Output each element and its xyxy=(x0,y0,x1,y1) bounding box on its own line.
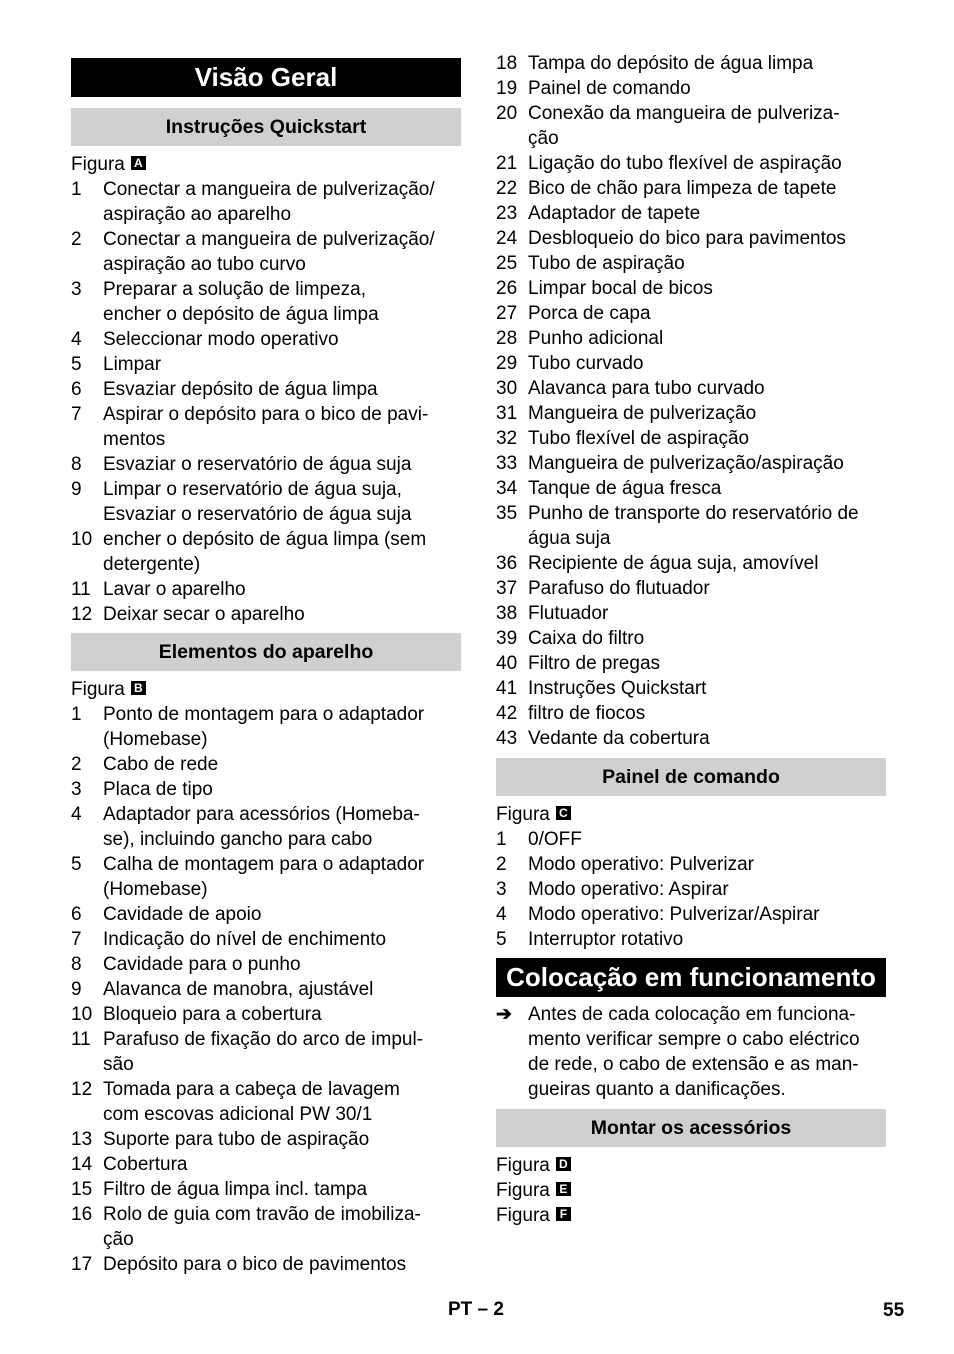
item-text: Seleccionar modo operativo xyxy=(103,329,339,350)
item-text: Preparar a solução de limpeza, xyxy=(103,279,366,300)
list-item xyxy=(496,927,886,952)
item-number: 11 xyxy=(71,1029,91,1050)
figure-ref-f xyxy=(496,1203,886,1228)
list-item xyxy=(71,1152,461,1177)
list-item xyxy=(496,676,886,701)
item-text: Cavidade para o punho xyxy=(103,954,301,975)
list-item xyxy=(71,1252,461,1277)
item-text: Punho adicional xyxy=(528,328,664,349)
item-number: 34 xyxy=(496,478,518,499)
item-number: 12 xyxy=(71,1079,93,1100)
item-text: Mangueira de pulverização/aspiração xyxy=(528,453,844,474)
item-text: são xyxy=(103,1054,134,1075)
item-text: Porca de capa xyxy=(528,303,651,324)
item-text: Esvaziar o reservatório de água suja xyxy=(103,504,412,525)
item-text: Bloqueio para a cobertura xyxy=(103,1004,322,1025)
list-item xyxy=(496,626,886,651)
item-text: aspiração ao aparelho xyxy=(103,204,292,225)
list-item xyxy=(71,877,461,902)
item-text: Esvaziar o reservatório de água suja xyxy=(103,454,412,475)
item-text: Alavanca de manobra, ajustável xyxy=(103,979,374,1000)
item-number: 28 xyxy=(496,328,518,349)
list-item xyxy=(71,402,461,427)
list-item xyxy=(496,827,886,852)
figure-label: Figura B xyxy=(71,677,146,702)
list-item xyxy=(496,251,886,276)
list-item xyxy=(71,302,461,327)
notice-line: de rede, o cabo de extensão e as man- xyxy=(528,1054,859,1075)
item-number: 6 xyxy=(71,379,82,400)
list-item xyxy=(496,877,886,902)
item-text: Depósito para o bico de pavimentos xyxy=(103,1254,407,1275)
item-number: 31 xyxy=(496,403,518,424)
item-text: Recipiente de água suja, amovível xyxy=(528,553,819,574)
item-number: 27 xyxy=(496,303,518,324)
item-text: Filtro de pregas xyxy=(528,653,661,674)
item-text: Interruptor rotativo xyxy=(528,929,684,950)
item-text: Cavidade de apoio xyxy=(103,904,262,925)
item-number: 26 xyxy=(496,278,518,299)
figure-letter-icon: F xyxy=(556,1207,571,1221)
item-text: Mangueira de pulverização xyxy=(528,403,757,424)
item-number: 25 xyxy=(496,253,518,274)
item-number: 30 xyxy=(496,378,518,399)
item-number: 17 xyxy=(71,1254,93,1275)
figure-ref-a xyxy=(71,152,461,177)
heading-control-panel: Painel de comando xyxy=(496,758,886,796)
item-text: Modo operativo: Aspirar xyxy=(528,879,729,900)
item-text: Parafuso do flutuador xyxy=(528,578,710,599)
item-text: Suporte para tubo de aspiração xyxy=(103,1129,370,1150)
list-item xyxy=(71,477,461,502)
item-number: 1 xyxy=(71,179,82,200)
item-text: (Homebase) xyxy=(103,729,208,750)
list-item xyxy=(71,1002,461,1027)
item-text: Cobertura xyxy=(103,1154,188,1175)
item-number: 20 xyxy=(496,103,518,124)
item-number: 10 xyxy=(71,529,93,550)
list-item xyxy=(71,502,461,527)
item-text: Calha de montagem para o adaptador xyxy=(103,854,425,875)
item-number: 7 xyxy=(71,929,82,950)
item-number: 21 xyxy=(496,153,518,174)
item-number: 1 xyxy=(496,829,507,850)
item-text: ção xyxy=(528,128,559,149)
item-number: 16 xyxy=(71,1204,93,1225)
list-item xyxy=(496,351,886,376)
list-item xyxy=(496,551,886,576)
list-item xyxy=(71,827,461,852)
list-item xyxy=(496,701,886,726)
list-item xyxy=(71,702,461,727)
item-text: Vedante da cobertura xyxy=(528,728,710,749)
item-text: Limpar bocal de bicos xyxy=(528,278,713,299)
item-number: 13 xyxy=(71,1129,93,1150)
item-text: se), incluindo gancho para cabo xyxy=(103,829,373,850)
notice-line: Antes de cada colocação em funciona- xyxy=(528,1004,856,1025)
figure-letter-icon: B xyxy=(131,681,146,695)
item-text: água suja xyxy=(528,528,611,549)
item-number: 14 xyxy=(71,1154,93,1175)
item-text: Desbloqueio do bico para pavimentos xyxy=(528,228,846,249)
item-text: Conexão da mangueira de pulveriza- xyxy=(528,103,840,124)
list-item xyxy=(496,902,886,927)
list-item xyxy=(496,476,886,501)
list-item xyxy=(71,927,461,952)
footer-section-label: PT – 2 xyxy=(448,1299,504,1320)
item-number: 5 xyxy=(496,929,507,950)
item-number: 39 xyxy=(496,628,518,649)
list-item xyxy=(496,151,886,176)
list-item xyxy=(496,226,886,251)
item-number: 12 xyxy=(71,604,93,625)
list-item xyxy=(71,902,461,927)
list-item xyxy=(71,377,461,402)
item-number: 15 xyxy=(71,1179,93,1200)
item-text: ção xyxy=(103,1229,134,1250)
item-number: 3 xyxy=(496,879,507,900)
list-item xyxy=(496,176,886,201)
item-text: Caixa do filtro xyxy=(528,628,645,649)
item-number: 40 xyxy=(496,653,518,674)
item-number: 33 xyxy=(496,453,518,474)
list-item xyxy=(496,101,886,126)
section-title-startup: Colocação em funcionamento xyxy=(496,958,886,997)
item-text: Adaptador para acessórios (Homeba- xyxy=(103,804,420,825)
item-number: 2 xyxy=(496,854,507,875)
list-item xyxy=(71,577,461,602)
item-number: 6 xyxy=(71,904,82,925)
item-text: Ligação do tubo flexível de aspiração xyxy=(528,153,842,174)
item-text: detergente) xyxy=(103,554,201,575)
item-text: encher o depósito de água limpa xyxy=(103,304,379,325)
item-text: Adaptador de tapete xyxy=(528,203,701,224)
item-text: Tomada para a cabeça de lavagem xyxy=(103,1079,400,1100)
item-text: com escovas adicional PW 30/1 xyxy=(103,1104,373,1125)
list-item xyxy=(71,427,461,452)
item-number: 3 xyxy=(71,779,82,800)
item-number: 2 xyxy=(71,754,82,775)
item-number: 42 xyxy=(496,703,518,724)
item-text: Limpar xyxy=(103,354,162,375)
list-item xyxy=(496,201,886,226)
item-text: Tubo curvado xyxy=(528,353,644,374)
list-item xyxy=(496,326,886,351)
item-number: 9 xyxy=(71,479,82,500)
item-number: 3 xyxy=(71,279,82,300)
section-title-overview: Visão Geral xyxy=(71,58,461,97)
item-text: Painel de comando xyxy=(528,78,691,99)
item-number: 2 xyxy=(71,229,82,250)
item-number: 7 xyxy=(71,404,82,425)
list-item xyxy=(496,126,886,151)
list-item xyxy=(496,376,886,401)
heading-device-elements: Elementos do aparelho xyxy=(71,633,461,671)
item-number: 4 xyxy=(496,904,507,925)
list-item xyxy=(71,1102,461,1127)
item-text: Alavanca para tubo curvado xyxy=(528,378,765,399)
list-item xyxy=(71,1127,461,1152)
item-number: 36 xyxy=(496,553,518,574)
item-number: 18 xyxy=(496,53,518,74)
item-text: Tanque de água fresca xyxy=(528,478,722,499)
figure-label: Figura A xyxy=(71,152,146,177)
list-item xyxy=(71,977,461,1002)
item-text: Modo operativo: Pulverizar xyxy=(528,854,754,875)
item-text: Modo operativo: Pulverizar/Aspirar xyxy=(528,904,820,925)
item-text: Ponto de montagem para o adaptador xyxy=(103,704,425,725)
list-item xyxy=(71,202,461,227)
figure-label: Figura D xyxy=(496,1153,571,1178)
item-text: filtro de fiocos xyxy=(528,703,646,724)
item-number: 22 xyxy=(496,178,518,199)
list-item xyxy=(71,802,461,827)
list-item xyxy=(71,727,461,752)
item-text: Filtro de água limpa incl. tampa xyxy=(103,1179,368,1200)
notice-line: gueiras quanto a danificações. xyxy=(528,1079,786,1100)
heading-quickstart: Instruções Quickstart xyxy=(71,108,461,146)
list-item xyxy=(496,51,886,76)
item-number: 1 xyxy=(71,704,82,725)
list-item xyxy=(496,426,886,451)
item-text: Lavar o aparelho xyxy=(103,579,246,600)
item-number: 29 xyxy=(496,353,518,374)
list-item xyxy=(71,177,461,202)
item-text: aspiração ao tubo curvo xyxy=(103,254,306,275)
item-number: 10 xyxy=(71,1004,93,1025)
list-item xyxy=(71,227,461,252)
figure-letter-icon: E xyxy=(556,1182,571,1196)
item-text: Tampa do depósito de água limpa xyxy=(528,53,814,74)
list-item xyxy=(496,576,886,601)
item-number: 4 xyxy=(71,329,82,350)
list-item xyxy=(496,526,886,551)
item-text: Rolo de guia com travão de imobiliza- xyxy=(103,1204,421,1225)
item-text: Parafuso de fixação do arco de impul- xyxy=(103,1029,424,1050)
figure-ref-b xyxy=(71,677,461,702)
list-item xyxy=(71,1052,461,1077)
list-item xyxy=(71,252,461,277)
item-number: 4 xyxy=(71,804,82,825)
list-item xyxy=(496,651,886,676)
item-number: 43 xyxy=(496,728,518,749)
item-text: Punho de transporte do reservatório de xyxy=(528,503,859,524)
item-number: 5 xyxy=(71,854,82,875)
item-text: Conectar a mangueira de pulverização/ xyxy=(103,179,435,200)
list-item xyxy=(71,777,461,802)
item-text: Cabo de rede xyxy=(103,754,219,775)
list-item xyxy=(71,952,461,977)
item-number: 9 xyxy=(71,979,82,1000)
item-text: Tubo flexível de aspiração xyxy=(528,428,750,449)
item-text: encher o depósito de água limpa (sem xyxy=(103,529,427,550)
list-item xyxy=(496,401,886,426)
figure-label: Figura F xyxy=(496,1203,571,1228)
arrow-right-icon: ➔ xyxy=(496,1004,512,1025)
item-number: 35 xyxy=(496,503,518,524)
list-item xyxy=(496,76,886,101)
item-number: 38 xyxy=(496,603,518,624)
list-item xyxy=(71,752,461,777)
item-text: Aspirar o depósito para o bico de pavi- xyxy=(103,404,429,425)
figure-letter-icon: C xyxy=(556,806,571,820)
list-item xyxy=(71,352,461,377)
figure-letter-icon: A xyxy=(131,156,146,170)
list-item xyxy=(71,552,461,577)
list-item xyxy=(496,601,886,626)
list-item xyxy=(496,501,886,526)
list-item xyxy=(71,602,461,627)
item-number: 8 xyxy=(71,454,82,475)
item-text: Instruções Quickstart xyxy=(528,678,707,699)
item-number: 8 xyxy=(71,954,82,975)
page-number: 55 xyxy=(883,1300,905,1321)
item-text: Indicação do nível de enchimento xyxy=(103,929,387,950)
item-text: Esvaziar depósito de água limpa xyxy=(103,379,378,400)
item-text: Tubo de aspiração xyxy=(528,253,685,274)
list-item xyxy=(71,452,461,477)
item-text: Deixar secar o aparelho xyxy=(103,604,305,625)
figure-ref-c xyxy=(496,802,886,827)
item-text: (Homebase) xyxy=(103,879,208,900)
list-item xyxy=(496,301,886,326)
item-number: 32 xyxy=(496,428,518,449)
item-number: 23 xyxy=(496,203,518,224)
list-item xyxy=(71,1077,461,1102)
item-number: 19 xyxy=(496,78,518,99)
item-number: 5 xyxy=(71,354,82,375)
figure-label: Figura C xyxy=(496,802,571,827)
item-text: Flutuador xyxy=(528,603,609,624)
figure-letter-icon: D xyxy=(556,1157,571,1171)
item-text: Bico de chão para limpeza de tapete xyxy=(528,178,837,199)
list-item xyxy=(71,1202,461,1227)
item-number: 37 xyxy=(496,578,518,599)
item-number: 11 xyxy=(71,579,91,600)
list-item xyxy=(496,276,886,301)
list-item xyxy=(71,327,461,352)
figure-label: Figura E xyxy=(496,1178,571,1203)
item-text: mentos xyxy=(103,429,166,450)
list-item xyxy=(71,277,461,302)
list-item xyxy=(496,451,886,476)
figure-ref-d xyxy=(496,1153,886,1178)
notice-line: mento verificar sempre o cabo eléctrico xyxy=(528,1029,860,1050)
list-item xyxy=(496,726,886,751)
list-item xyxy=(71,1027,461,1052)
list-item xyxy=(496,852,886,877)
item-text: Conectar a mangueira de pulverização/ xyxy=(103,229,435,250)
item-number: 24 xyxy=(496,228,518,249)
figure-ref-e xyxy=(496,1178,886,1203)
list-item xyxy=(71,1177,461,1202)
list-item xyxy=(71,852,461,877)
item-text: 0/OFF xyxy=(528,829,582,850)
list-item xyxy=(71,527,461,552)
item-number: 41 xyxy=(496,678,518,699)
item-text: Limpar o reservatório de água suja, xyxy=(103,479,402,500)
list-item xyxy=(71,1227,461,1252)
heading-mount-accessories: Montar os acessórios xyxy=(496,1109,886,1147)
item-text: Placa de tipo xyxy=(103,779,213,800)
